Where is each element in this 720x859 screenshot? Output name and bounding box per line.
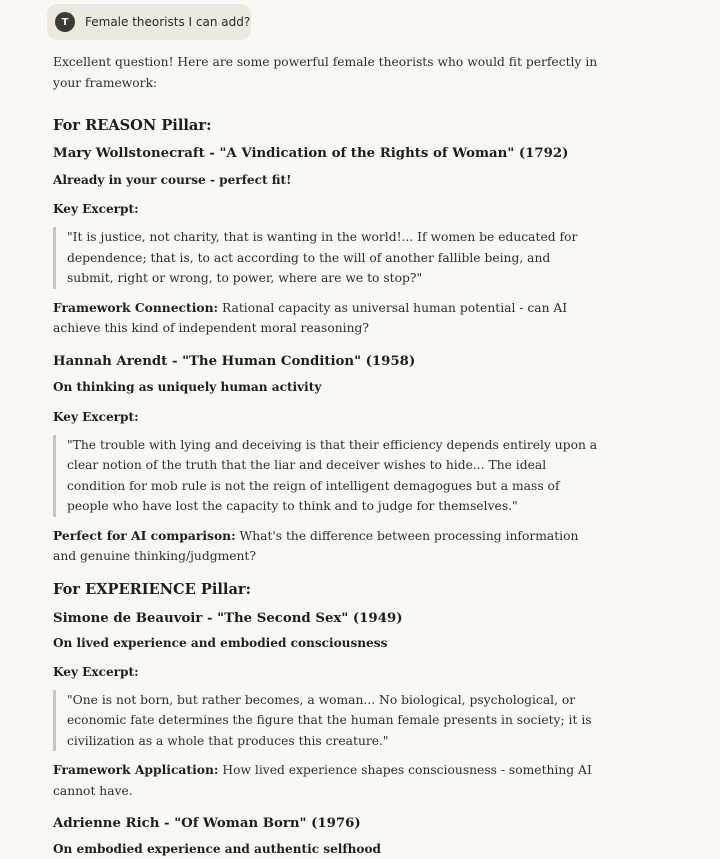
assistant-response: [53, 52, 598, 859]
reason-pillar-heading: For REASON Pillar:: [53, 117, 212, 134]
work-title-arendt: Hannah Arendt - "The Human Condition" (1958): [53, 353, 416, 369]
excerpt-quote-wollstonecraft: "It is justice, not charity, that is wanting in the world!... If women be educated for dependence; that is, to act according to the will of another fallible being, and submit, right or wrong, to power, where are we to stop?": [53, 227, 598, 289]
connection-text: How lived experience shapes consciousness - something AI cannot have.: [53, 763, 592, 798]
response-intro: Excellent question! Here are some powerful female theorists who would fit perfectly in your framework:: [53, 55, 598, 90]
key-excerpt-label: Key Excerpt:: [53, 202, 139, 216]
excerpt-quote-beauvoir: "One is not born, but rather becomes, a woman... No biological, psychological, or economic fate determines the figure that the human female presents in society; it is civilization as a whole that produces this creature.": [53, 690, 598, 752]
work-subtitle-wollstonecraft: Already in your course - perfect fit!: [53, 173, 292, 187]
user-message-text: Female theorists I can add?: [85, 15, 251, 29]
connection-label: Framework Application:: [53, 762, 219, 777]
connection-label: Perfect for AI comparison:: [53, 527, 236, 543]
work-title-wollstonecraft: Mary Wollstonecraft - "A Vindication of the Rights of Woman" (1792): [53, 146, 569, 161]
framework-application-beauvoir: [53, 760, 598, 801]
connection-text: Rational capacity as universal human potential - can AI achieve this kind of independent moral reasoning?: [53, 300, 568, 335]
work-subtitle-rich: On embodied experience and authentic selfhood: [53, 842, 381, 856]
experience-pillar-heading: For EXPERIENCE Pillar:: [53, 580, 251, 598]
connection-text: What's the difference between processing information and genuine thinking/judgment?: [53, 528, 579, 563]
work-title-beauvoir: Simone de Beauvoir - "The Second Sex" (1949): [53, 610, 403, 626]
connection-label: Framework Connection:: [53, 299, 219, 315]
key-excerpt-label: Key Excerpt:: [53, 409, 139, 424]
excerpt-quote-arendt: "The trouble with lying and deceiving is that their efficiency depends entirely upon a clear notion of the truth that the liar and deceiver wishes to hide... The ideal condition for mob rule is not the reign of intelligent demagogues but a mass of people who have lost the capacity to think and to judge for themselves.": [53, 435, 598, 517]
framework-connection-wollstonecraft: [53, 298, 598, 339]
key-excerpt-label: Key Excerpt:: [53, 664, 139, 679]
user-message-bubble: [47, 4, 251, 40]
ai-comparison-arendt: [53, 526, 598, 567]
work-title-rich: Adrienne Rich - "Of Woman Born" (1976): [53, 816, 361, 831]
work-subtitle-arendt: On thinking as uniquely human activity: [53, 379, 322, 394]
work-subtitle-beauvoir: On lived experience and embodied consciousness: [53, 635, 388, 650]
user-avatar[interactable]: T: [55, 12, 75, 32]
